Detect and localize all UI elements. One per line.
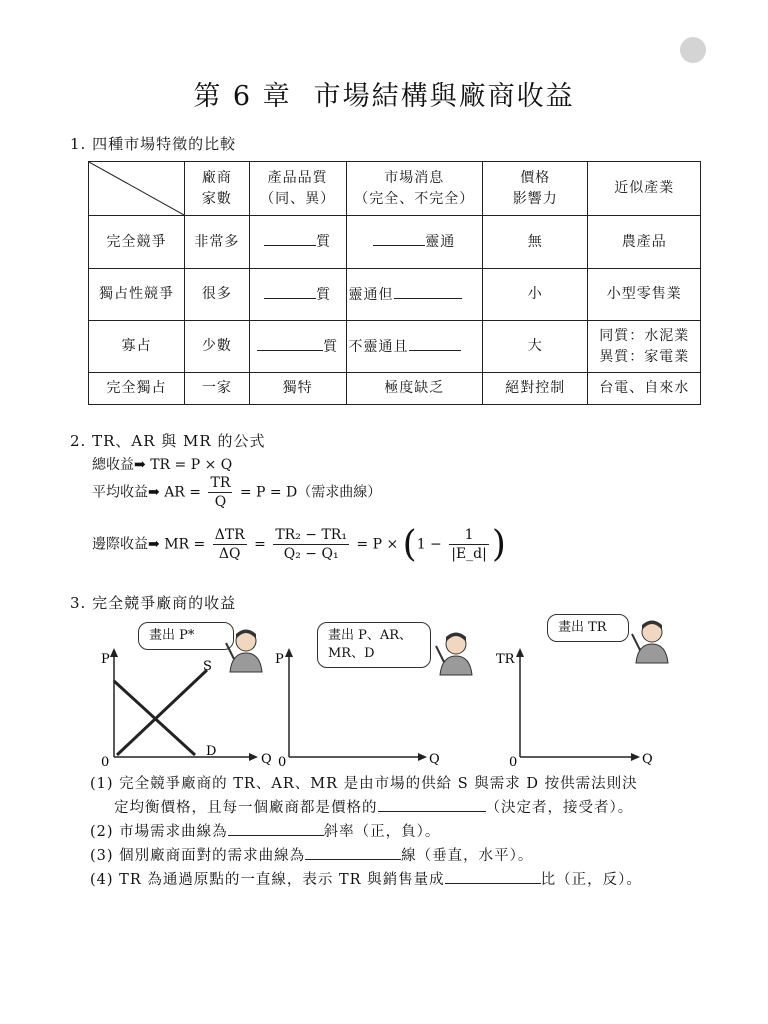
table-row: [89, 216, 701, 269]
table-row: [89, 373, 701, 405]
page-marker-circle: [680, 37, 706, 63]
answer-blank[interactable]: [409, 336, 461, 351]
speech-bubble-tr: 畫出 TR: [547, 614, 629, 642]
market-comparison-table: [88, 161, 701, 405]
y-axis-label: TR: [496, 652, 515, 667]
arrow-icon: ➡: [134, 457, 146, 473]
row-product: 獨特: [249, 373, 346, 405]
header-info: 市場消息 （完全、不完全）: [346, 162, 483, 216]
row-industry: 農產品: [588, 216, 701, 269]
page-title: [0, 74, 768, 113]
row-type: 完全獨占: [89, 373, 185, 405]
row-product: 質: [249, 216, 346, 269]
answer-blank[interactable]: [257, 336, 323, 351]
row-industry: 台電、自來水: [588, 373, 701, 405]
row-industry: 同質：水泥業 異質：家電業: [588, 321, 701, 373]
demand-label: D: [206, 744, 217, 759]
table-header-row: [89, 162, 701, 216]
question-item-continuation: 定均衡價格，且每一個廠商都是價格的 （決定者，接受者）。: [90, 796, 730, 820]
row-type: 獨占性競爭: [89, 269, 185, 321]
ar-formula-line: 平均收益➡ AR = $\frac{TR}{Q}$ = P = D（需求曲線）: [92, 475, 382, 510]
header-price: 價格 影響力: [483, 162, 588, 216]
y-axis-label: P: [101, 652, 110, 667]
row-industry: 小型零售業: [588, 269, 701, 321]
section1-heading: 1. 四種市場特徵的比較: [70, 135, 237, 153]
answer-blank[interactable]: [305, 845, 401, 860]
answer-blank[interactable]: [445, 869, 541, 884]
row-product: 質: [249, 321, 346, 373]
row-firms: 少數: [185, 321, 250, 373]
row-info: 靈通但: [346, 269, 483, 321]
answer-blank[interactable]: [228, 821, 324, 836]
chapter-number: 第 6 章: [193, 81, 292, 112]
row-type: 完全競爭: [89, 216, 185, 269]
answer-blank[interactable]: [373, 231, 425, 246]
answer-blank[interactable]: [264, 231, 316, 246]
question-item: (3) 個別廠商面對的需求曲線為 線（垂直，水平）。: [90, 844, 730, 868]
origin-label: 0: [509, 755, 518, 770]
total-revenue-graph: [495, 645, 675, 770]
x-axis-label: Q: [429, 752, 440, 767]
supply-curve: [117, 670, 207, 755]
firm-demand-graph: [272, 645, 452, 770]
question-item: (2) 市場需求曲線為 斜率（正，負）。: [90, 820, 730, 844]
tr-formula-line: 總收益➡ TR = P × Q: [92, 457, 233, 473]
row-firms: 一家: [185, 373, 250, 405]
origin-label: 0: [278, 755, 287, 770]
origin-label: 0: [101, 755, 110, 770]
table-row: [89, 321, 701, 373]
table-row: [89, 269, 701, 321]
mr-formula-line: 邊際收益➡ MR = $\frac{\text{ΔTR}}{\Delta Q}$ = $\frac{\text{TR₂ − TR₁}}{\text{Q₂ − Q₁}}$ = P × (1 − $\frac{1}{|E\_d|}$ ): [92, 524, 506, 565]
row-price: 小: [483, 269, 588, 321]
question-item: (1) 完全競爭廠商的 TR、AR、MR 是由市場的供給 S 與需求 D 按供需法則決: [90, 776, 638, 792]
row-price: 絕對控制: [483, 373, 588, 405]
header-firms: 廠商 家數: [185, 162, 250, 216]
y-axis-label: P: [275, 652, 284, 667]
question-item: (4) TR 為通過原點的一直線，表示 TR 與銷售量成 比（正，反）。: [90, 868, 730, 892]
header-product: 產品品質 （同、異）: [249, 162, 346, 216]
answer-blank[interactable]: [264, 284, 316, 299]
question-list: [90, 772, 730, 892]
section3-heading: 3. 完全競爭廠商的收益: [70, 594, 237, 612]
section2-heading: 2. TR、AR 與 MR 的公式: [70, 432, 266, 450]
row-firms: 很多: [185, 269, 250, 321]
row-product: 質: [249, 269, 346, 321]
row-price: 大: [483, 321, 588, 373]
supply-label: S: [203, 659, 212, 674]
speech-bubble-p-ar-mr-d: 畫出 P、AR、MR、D: [317, 622, 431, 668]
speech-bubble-p-star: 畫出 P*: [138, 622, 234, 650]
answer-blank[interactable]: [378, 797, 486, 812]
row-info: 不靈通且: [346, 321, 483, 373]
row-firms: 非常多: [185, 216, 250, 269]
row-type: 寡占: [89, 321, 185, 373]
arrow-icon: ➡: [148, 484, 160, 501]
answer-blank[interactable]: [394, 284, 462, 299]
chapter-name: 市場結構與廠商收益: [313, 81, 575, 112]
supply-demand-graph: [95, 645, 275, 770]
header-industry: 近似產業: [588, 162, 701, 216]
x-axis-label: Q: [642, 752, 653, 767]
arrow-icon: ➡: [148, 536, 160, 553]
row-price: 無: [483, 216, 588, 269]
diagonal-header-cell: [89, 162, 185, 216]
row-info: 靈通: [346, 216, 483, 269]
x-axis-label: Q: [261, 752, 272, 767]
row-info: 極度缺乏: [346, 373, 483, 405]
